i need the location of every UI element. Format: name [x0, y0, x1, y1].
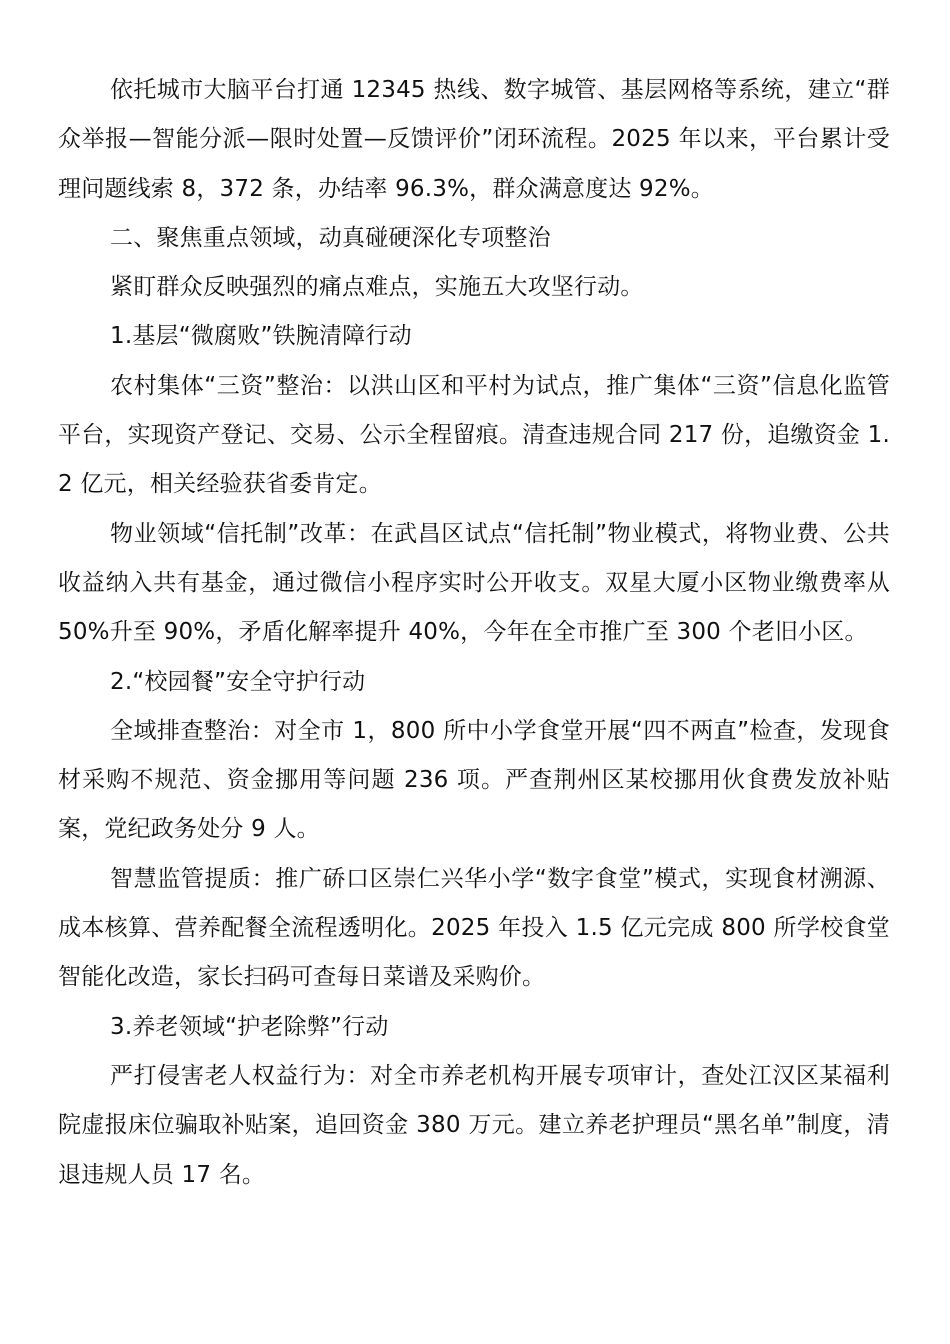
paragraph-smart-canteen: 智慧监管提质：推广硚口区崇仁兴华小学“数字食堂”模式，实现食材溯源、成本核算、营养配餐全流程透明化。2025 年投入 1.5 亿元完成 800 所学校食堂智能化改造，家长扫码可查每日菜谱及采购价。 [58, 865, 890, 991]
document-page [58, 66, 890, 1200]
paragraph-five-actions: 紧盯群众反映强烈的痛点难点，实施五大攻坚行动。 [110, 274, 644, 301]
paragraph-elderly-audit: 严打侵害老人权益行为：对全市养老机构开展专项审计，查处江汉区某福利院虚报床位骗取补贴案，追回资金 380 万元。建立养老护理员“黑名单”制度，清退违规人员 17 名。 [58, 1062, 890, 1188]
subheading-micro-corruption: 1.基层“微腐败”铁腕清障行动 [110, 323, 412, 350]
paragraph-platform-closed-loop: 依托城市大脑平台打通 12345 热线、数字城管、基层网格等系统，建立“群众举报—智能分派—限时处置—反馈评价”闭环流程。2025 年以来，平台累计受理问题线索 8，372 条，办结率 96.3%，群众满意度达 92%。 [58, 77, 890, 202]
subheading-elderly-care: 3.养老领域“护老除弊”行动 [110, 1013, 389, 1040]
subheading-campus-meals: 2.“校园餐”安全守护行动 [110, 668, 366, 695]
paragraph-rural-assets: 农村集体“三资”整治：以洪山区和平村为试点，推广集体“三资”信息化监管平台，实现资产登记、交易、公示全程留痕。清查违规合同 217 份，追缴资金 1.2 亿元，相关经验获省委肯定。 [58, 372, 890, 498]
section-heading-2: 二、聚焦重点领域，动真碰硬深化专项整治 [110, 224, 551, 251]
paragraph-canteen-inspection: 全域排查整治：对全市 1，800 所中小学食堂开展“四不两直”检查，发现食材采购不规范、资金挪用等问题 236 项。严查荆州区某校挪用伙食费发放补贴案，党纪政务处分 9 人。 [58, 717, 890, 843]
paragraph-property-trust: 物业领域“信托制”改革：在武昌区试点“信托制”物业模式，将物业费、公共收益纳入共有基金，通过微信小程序实时公开收支。双星大厦小区物业缴费率从 50%升至 90%，矛盾化解率提升 40%，今年在全市推广至 300 个老旧小区。 [58, 520, 890, 646]
